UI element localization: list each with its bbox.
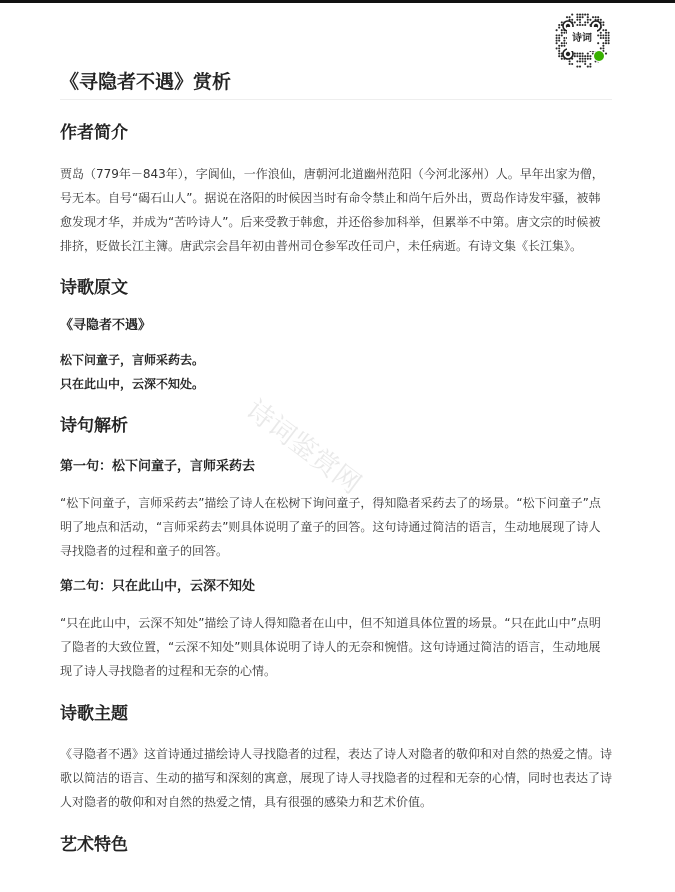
analysis-subheading: 第一句：松下问童子，言师采药去 (60, 459, 256, 474)
qr-center-label: 诗词 (567, 27, 597, 51)
qr-code (552, 10, 612, 70)
section-heading-theme: 诗歌主题 (60, 704, 128, 724)
theme-paragraph: 《寻隐者不遇》这首诗通过描绘诗人寻找隐者的过程，表达了诗人对隐者的敬仰和对自然的热爱之情。诗歌以简洁的语言、生动的描写和深刻的寓意，展现了诗人寻找隐者的过程和无奈的心情，同时也表达了诗人对隐者的敬仰和对自然的热爱之情，具有很强的感染力和艺术价值。 (60, 747, 613, 809)
page-title: 《寻隐者不遇》赏析 (60, 66, 612, 100)
top-border (0, 0, 675, 3)
poem-line: 只在此山中，云深不知处。 (60, 377, 205, 391)
section-heading-art: 艺术特色 (60, 835, 128, 855)
section-heading-original: 诗歌原文 (60, 278, 128, 298)
section-heading-analysis: 诗句解析 (60, 416, 128, 436)
analysis-paragraph: “松下问童子，言师采药去”描绘了诗人在松树下询问童子，得知隐者采药去了的场景。“松下问童子”点明了地点和活动，“言师采药去”则具体说明了童子的回答。这句诗通过简洁的语言，生动地展现了诗人寻找隐者的过程和童子的回答。 (60, 496, 601, 558)
article (60, 66, 612, 857)
section-heading-author: 作者简介 (60, 123, 128, 143)
watermark: 诗词鉴赏网 (239, 394, 367, 501)
poem-title: 《寻隐者不遇》 (60, 318, 152, 333)
wechat-badge-icon (593, 50, 605, 62)
author-paragraph: 贾岛（779年－843年），字阆仙，一作浪仙，唐朝河北道幽州范阳（今河北涿州）人。早年出家为僧，号无本。自号“碣石山人”。据说在洛阳的时候因当时有命令禁止和尚午后外出，贾岛作诗发牢骚，被韩愈发现才华，并成为“苦吟诗人”。后来受教于韩愈，并还俗参加科举，但累举不中第。唐文宗的时候被排挤，贬做长江主簿。唐武宗会昌年初由普州司仓参军改任司户，未任病逝。有诗文集《长江集》。 (60, 167, 604, 253)
analysis-subheading: 第二句：只在此山中，云深不知处 (60, 579, 256, 594)
analysis-paragraph: “只在此山中，云深不知处”描绘了诗人得知隐者在山中，但不知道具体位置的场景。“只在此山中”点明了隐者的大致位置，“云深不知处”则具体说明了诗人的无奈和惋惜。这句诗通过简洁的语言，生动地展现了诗人寻找隐者的过程和无奈的心情。 (60, 616, 601, 678)
poem-line: 松下问童子，言师采药去。 (60, 353, 205, 367)
